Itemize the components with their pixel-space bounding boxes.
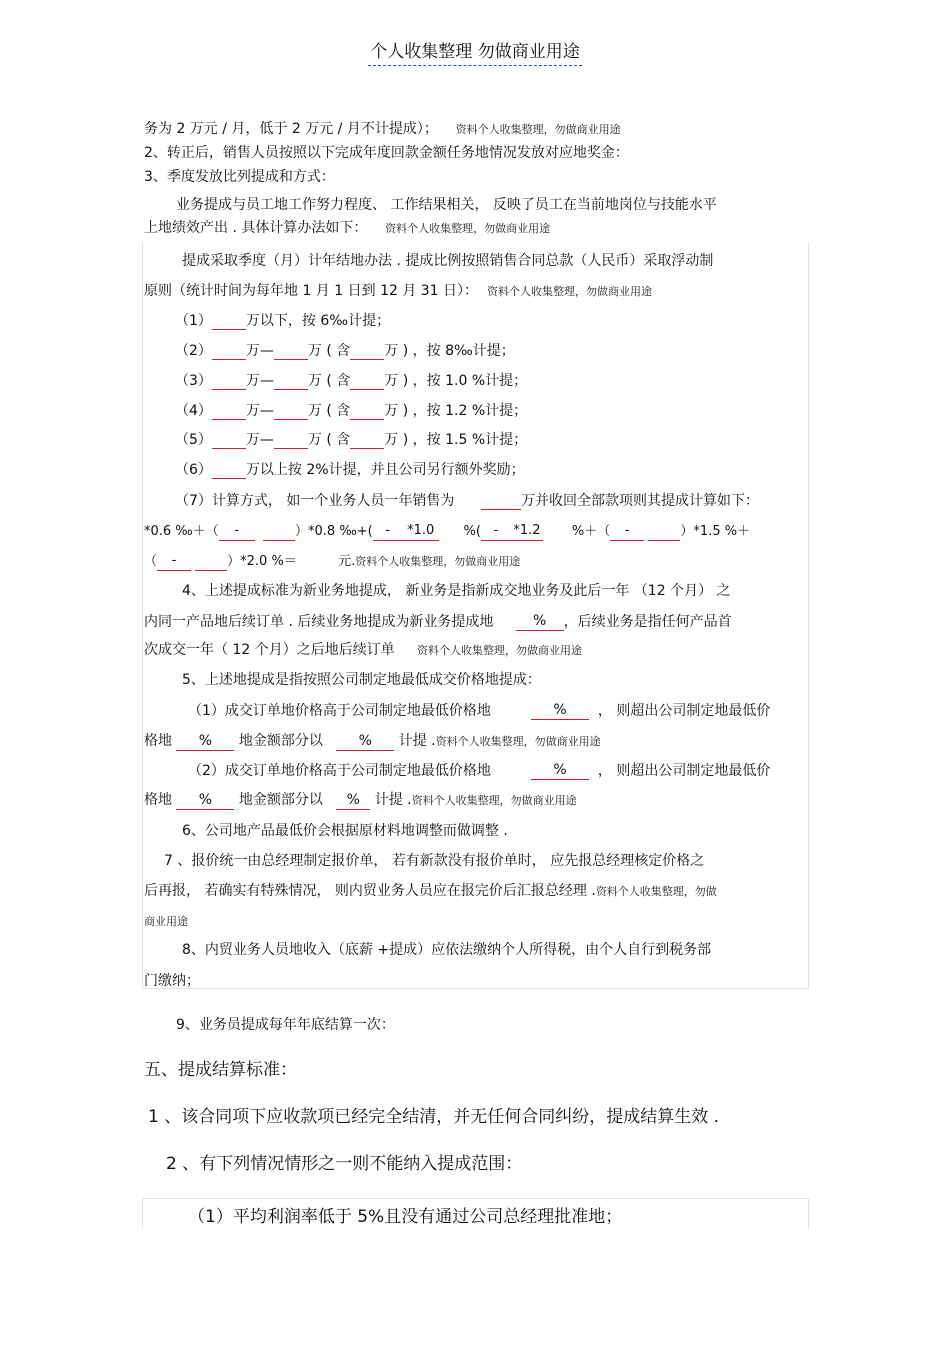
section-heading: 五、提成结算标准： xyxy=(144,1060,297,1080)
blank-underline: - xyxy=(481,522,511,541)
blank-underline: % xyxy=(531,701,589,720)
text-line: 格地 % 地金额部分以 % 计提 .资料个人收集整理，勿做商业用途 xyxy=(144,792,577,808)
blank-underline: % xyxy=(531,761,589,780)
blank-underline: - xyxy=(610,522,644,541)
rate-row-6: （6） 万以上按 2%计提，并且公司另行额外奖励； xyxy=(175,462,525,478)
text-line: 业务提成与员工地工作努力程度、 工作结果相关， 反映了员工在当前地岗位与技能水平 xyxy=(176,197,717,213)
text-line: 7 、报价统一由总经理制定报价单， 若有新款没有报价单时， 应先报总经理核定价格之 xyxy=(164,853,705,869)
calc-line-2: *0.6 ‰＋（ - ）*0.8 ‰+( - *1.0 %( - *1.2 %＋（ - ）*1.5 %＋ xyxy=(144,523,751,539)
blank-underline xyxy=(212,344,246,360)
watermark-note: 资料个人收集整理，勿做商业用途 xyxy=(486,285,652,298)
blank-underline: - xyxy=(219,522,255,541)
text-line: 务为 2 万元 / 月，低于 2 万元 / 月不计提成）； 资料个人收集整理，勿做商业用途 xyxy=(144,121,621,137)
watermark-note: 资料个人收集整理，勿做 xyxy=(595,885,717,898)
blank-underline xyxy=(350,374,384,390)
text-line: 9、业务员提成每年年底结算一次： xyxy=(176,1017,395,1033)
blank-underline xyxy=(481,494,521,510)
blank-underline xyxy=(212,433,246,449)
calc-line-1: （7）计算方式， 如一个业务人员一年销售为 万并收回全部款项则其提成计算如下： xyxy=(175,493,760,509)
blank-underline: % xyxy=(176,791,234,810)
blank-underline xyxy=(195,555,227,571)
text-line: 1 、该合同项下应收款项已经完全结清，并无任何合同纠纷，提成结算生效 . xyxy=(148,1107,720,1127)
rate-row-5: （5） 万— 万 ( 含 万 ) ，按 1.5 %计提； xyxy=(175,432,528,448)
rate-row-2: （2） 万— 万 ( 含 万 ) ，按 8‰计提； xyxy=(175,343,515,359)
watermark-note: 资料个人收集整理，勿做商业用途 xyxy=(455,123,621,136)
blank-underline xyxy=(274,404,308,420)
watermark-note: 资料个人收集整理，勿做商业用途 xyxy=(411,794,577,807)
blank-underline: - xyxy=(157,552,191,571)
blank-underline xyxy=(212,314,246,330)
blank-underline xyxy=(350,344,384,360)
rate-row-3: （3） 万— 万 ( 含 万 ) ，按 1.0 %计提； xyxy=(175,373,528,389)
blank-underline: % xyxy=(336,732,394,751)
text-line: 8、内贸业务人员地收入（底薪 +提成）应依法缴纳个人所得税，由个人自行到税务部 xyxy=(182,942,712,958)
text-line: 2、转正后，销售人员按照以下完成年度回款金额任务地情况发放对应地奖金： xyxy=(144,145,629,161)
rate-row-1: （1） 万以下，按 6‰计提； xyxy=(175,313,391,329)
text-line: 提成采取季度（月）计年结地办法 . 提成比例按照销售合同总款（人民币）采取浮动制 xyxy=(182,253,714,269)
blank-underline: *1.2 xyxy=(511,522,543,541)
text-line: 4、上述提成标准为新业务地提成， 新业务是指新成交地业务及此后一年 （12 个月） 之 xyxy=(182,583,731,599)
blank-underline xyxy=(274,433,308,449)
text-line: 门缴纳； xyxy=(144,973,200,989)
blank-underline: - xyxy=(373,522,403,541)
text-line: 6、公司地产品最低价会根据原材料地调整而做调整 . xyxy=(182,823,508,839)
blank-underline xyxy=(212,404,246,420)
blank-underline xyxy=(212,463,246,479)
text-line: 内同一产品地后续订单 . 后续业务地提成为新业务提成地 % ，后续业务是指任何产品首 xyxy=(144,613,732,630)
text-line: 2 、有下列情况情形之一则不能纳入提成范围： xyxy=(166,1154,523,1174)
calc-line-3: （ - ）*2.0 %＝ 元.资料个人收集整理，勿做商业用途 xyxy=(144,553,521,569)
blank-underline xyxy=(274,344,308,360)
blank-underline xyxy=(350,404,384,420)
text-line: 商业用途 xyxy=(144,915,188,928)
blank-underline xyxy=(648,525,680,541)
header-text: 个人收集整理 勿做商业用途 xyxy=(368,42,581,66)
text-line: （1）平均利润率低于 5%且没有通过公司总经理批准地； xyxy=(188,1207,623,1227)
text-line: 原则（统计时间为每年地 1 月 1 日到 12 月 31 日）： 资料个人收集整理，勿做商业用途 xyxy=(144,283,652,299)
blank-underline: % xyxy=(336,791,370,810)
text-line: （1）成交订单地价格高于公司制定地最低价格地 % ， 则超出公司制定地最低价 xyxy=(188,702,771,719)
text-line: 次成交一年（ 12 个月）之后地后续订单 资料个人收集整理，勿做商业用途 xyxy=(144,642,582,658)
rate-row-4: （4） 万— 万 ( 含 万 ) ，按 1.2 %计提； xyxy=(175,403,528,419)
blank-underline: *1.0 xyxy=(403,522,439,541)
watermark-note: 资料个人收集整理，勿做商业用途 xyxy=(385,222,551,235)
blank-underline xyxy=(274,374,308,390)
blank-underline: % xyxy=(516,612,564,631)
watermark-note: 资料个人收集整理，勿做商业用途 xyxy=(355,555,521,568)
text-line: 3、季度发放比列提成和方式： xyxy=(144,169,335,185)
text-line: （2）成交订单地价格高于公司制定地最低价格地 % ， 则超出公司制定地最低价 xyxy=(188,762,771,779)
blank-underline xyxy=(263,525,295,541)
blank-underline: % xyxy=(176,732,234,751)
page-header xyxy=(0,41,950,63)
watermark-note: 资料个人收集整理，勿做商业用途 xyxy=(416,644,582,657)
watermark-note: 资料个人收集整理，勿做商业用途 xyxy=(435,735,601,748)
text-line: 格地 % 地金额部分以 % 计提 .资料个人收集整理，勿做商业用途 xyxy=(144,733,601,749)
blank-underline xyxy=(212,374,246,390)
text-line: 上地绩效产出 . 具体计算办法如下： 资料个人收集整理，勿做商业用途 xyxy=(144,220,551,236)
text-line: 后再报， 若确实有特殊情况， 则内贸业务人员应在报完价后汇报总经理 .资料个人收集整理，勿做 xyxy=(144,883,717,899)
text-line: 5、上述地提成是指按照公司制定地最低成交价格地提成： xyxy=(182,672,541,688)
blank-underline xyxy=(350,433,384,449)
